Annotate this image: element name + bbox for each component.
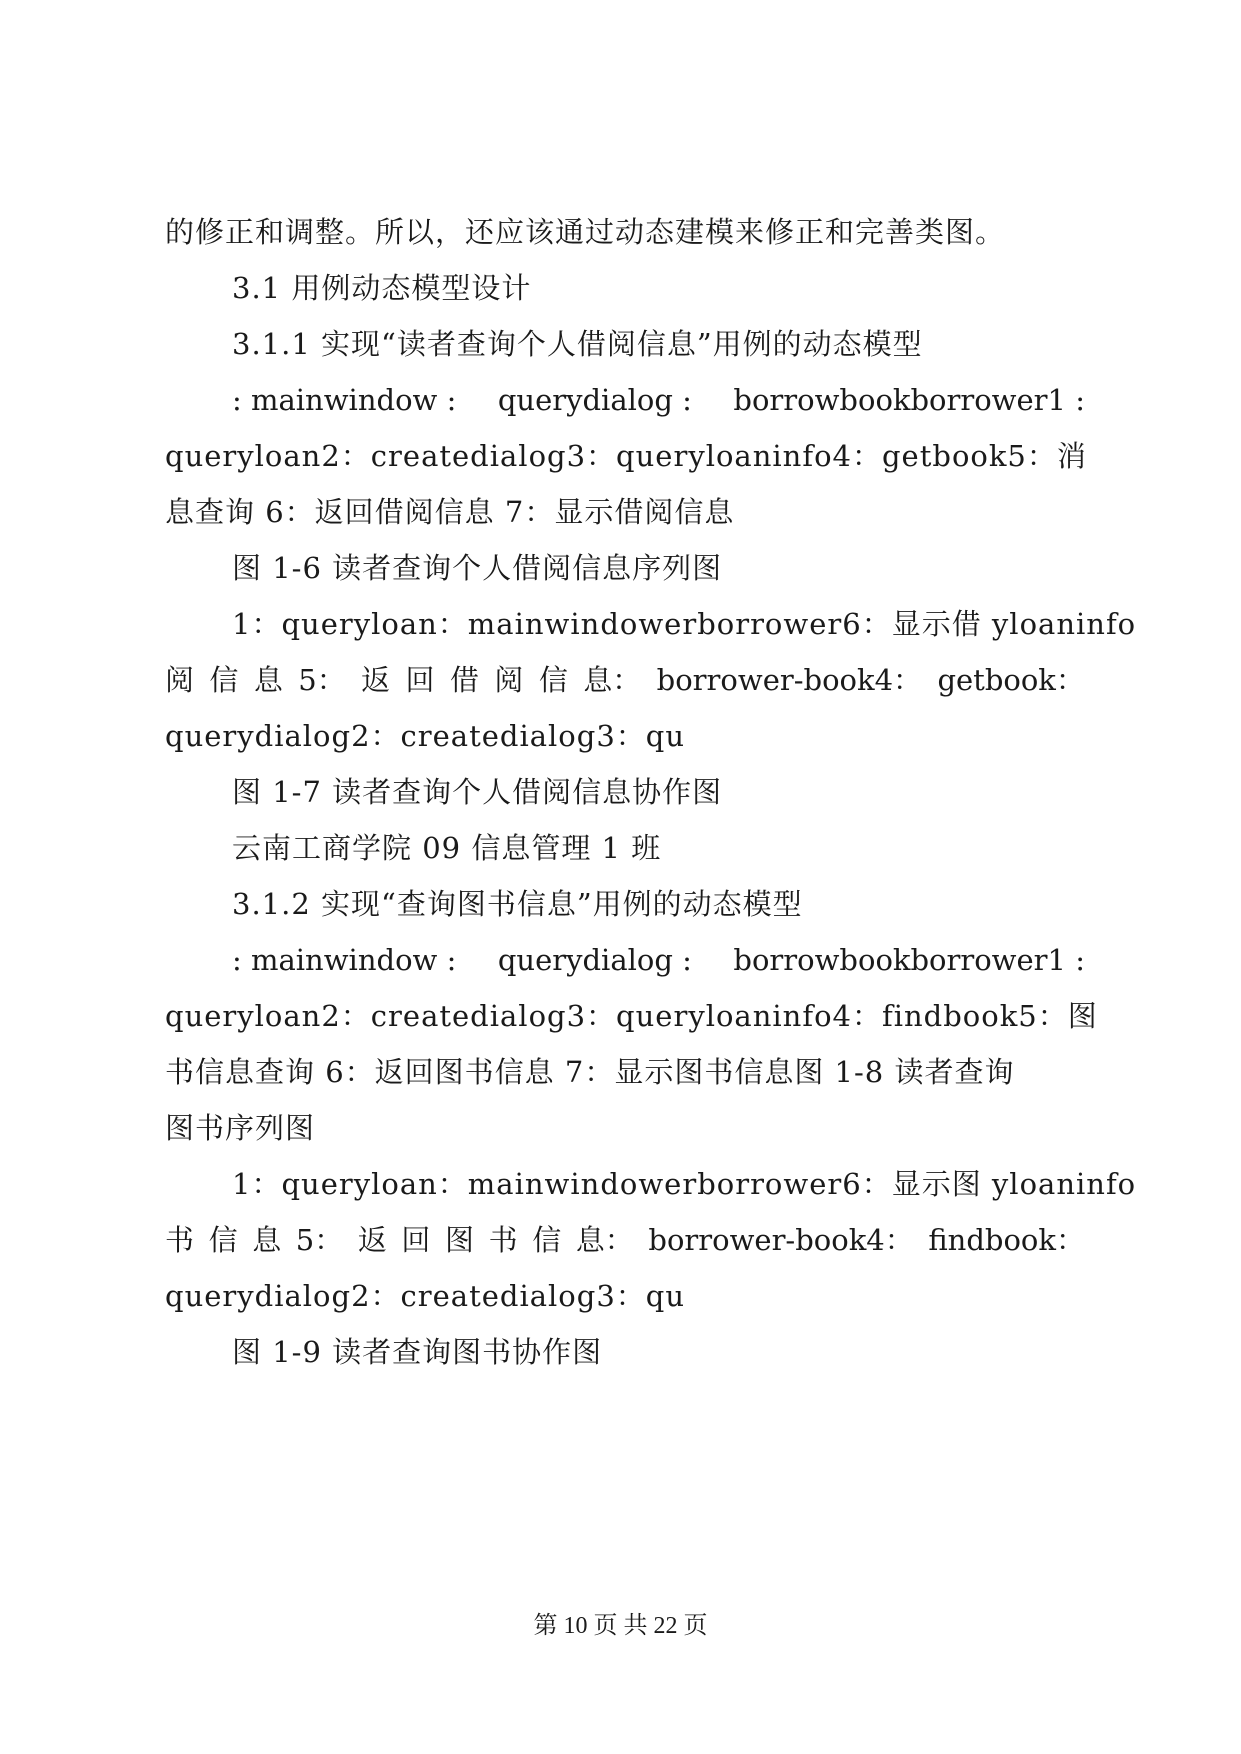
diagram-labels-line-8: queryloan2：createdialog3：queryloaninfo4：findbook5：图: [165, 999, 1098, 1033]
diagram-labels-line-3: 息查询 6：返回借阅信息 7：显示借阅信息: [165, 495, 735, 529]
section-heading-3-1-2: 3.1.2 实现“查询图书信息”用例的动态模型: [232, 887, 803, 921]
diagram-labels-line-11: 1：queryloan：mainwindowerborrower6：显示图 yloaninfo: [232, 1167, 1137, 1201]
text-fragment: 息：: [583, 663, 642, 697]
text-fragment: 图: [445, 1223, 475, 1257]
text-fragment: borrower-book4：: [648, 1223, 914, 1257]
text-fragment: : mainwindow :: [232, 383, 457, 417]
diagram-labels-line-1: [232, 380, 1085, 420]
diagram-labels-line-4: 1：queryloan：mainwindowerborrower6：显示借 yloaninfo: [232, 607, 1137, 641]
diagram-labels-line-9: 书信息查询 6：返回图书信息 7：显示图书信息图 1-8 读者查询: [165, 1055, 1015, 1089]
diagram-labels-line-2: queryloan2：createdialog3：queryloaninfo4：getbook5：消: [165, 439, 1087, 473]
text-fragment: 信: [538, 663, 568, 697]
diagram-labels-line-13: querydialog2：createdialog3：qu: [165, 1279, 686, 1313]
text-fragment: findbook：: [928, 1223, 1085, 1257]
text-fragment: 信: [209, 663, 239, 697]
diagram-labels-line-12: [165, 1220, 1085, 1260]
text-fragment: 返: [357, 1223, 387, 1257]
text-fragment: borrowbookborrower1 :: [733, 383, 1085, 417]
text-fragment: 借: [449, 663, 479, 697]
section-heading-3-1: 3.1 用例动态模型设计: [232, 271, 532, 305]
text-fragment: querydialog :: [497, 943, 692, 977]
text-fragment: 5：: [298, 663, 346, 697]
text-fragment: 阅: [494, 663, 524, 697]
text-fragment: borrower-book4：: [656, 663, 923, 697]
figure-caption-1-6: 图 1-6 读者查询个人借阅信息序列图: [232, 551, 723, 585]
diagram-labels-line-10: 图书序列图: [165, 1111, 316, 1145]
figure-caption-1-9: 图 1-9 读者查询图书协作图: [232, 1335, 603, 1369]
paragraph-continuation: 的修正和调整。所以，还应该通过动态建模来修正和完善类图。: [165, 215, 1006, 249]
text-fragment: 息: [252, 1223, 282, 1257]
text-fragment: getbook：: [937, 663, 1085, 697]
text-fragment: 阅: [165, 663, 195, 697]
text-fragment: 息：: [575, 1223, 634, 1257]
text-fragment: borrowbookborrower1 :: [733, 943, 1085, 977]
text-fragment: 返: [361, 663, 391, 697]
page-number-footer: 第 10 页 共 22 页: [533, 1613, 708, 1639]
text-fragment: 信: [532, 1223, 562, 1257]
text-fragment: 回: [405, 663, 435, 697]
institution-line: 云南工商学院 09 信息管理 1 班: [232, 831, 662, 865]
figure-caption-1-7: 图 1-7 读者查询个人借阅信息协作图: [232, 775, 723, 809]
text-fragment: 书: [488, 1223, 518, 1257]
text-fragment: 信: [208, 1223, 238, 1257]
text-fragment: : mainwindow :: [232, 943, 457, 977]
text-fragment: 5：: [295, 1223, 344, 1257]
diagram-labels-line-7: [232, 940, 1085, 980]
diagram-labels-line-5: [165, 660, 1085, 700]
section-heading-3-1-1: 3.1.1 实现“读者查询个人借阅信息”用例的动态模型: [232, 327, 923, 361]
text-fragment: 书: [165, 1223, 195, 1257]
diagram-labels-line-6: querydialog2：createdialog3：qu: [165, 719, 686, 753]
text-fragment: 息: [253, 663, 283, 697]
text-fragment: querydialog :: [497, 383, 692, 417]
text-fragment: 回: [401, 1223, 431, 1257]
